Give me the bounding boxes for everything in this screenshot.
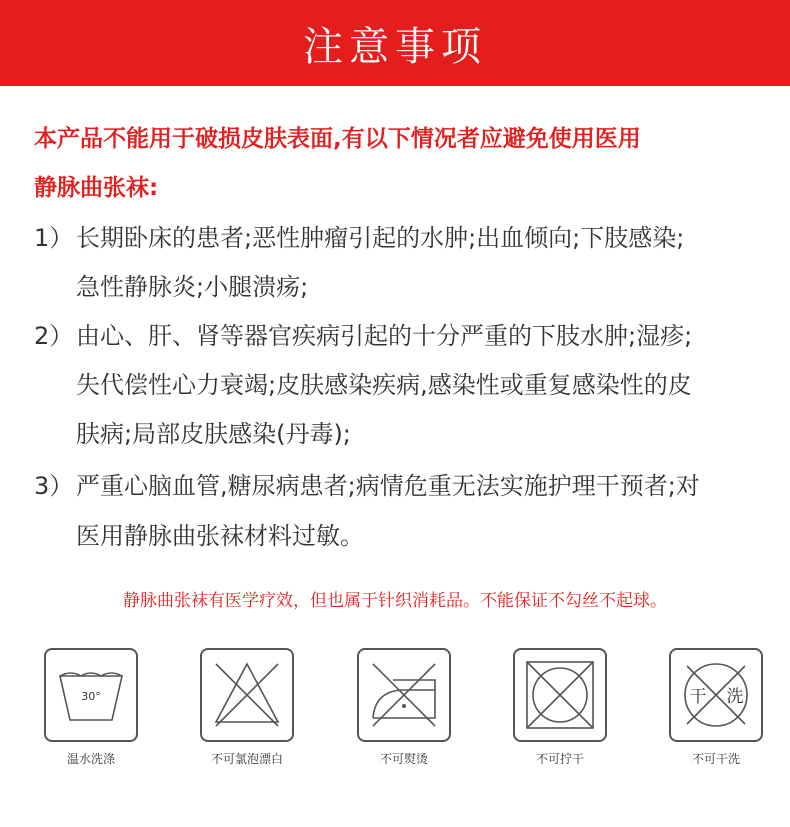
care-icon-label: 温水洗涤 (66, 752, 115, 766)
list-item-2-cont-1: 失代偿性心力衰竭;皮肤感染疾病,感染性或重复感染性的皮 (76, 371, 692, 399)
care-icon-item (357, 648, 451, 766)
list-item-3-cont: 医用静脉曲张袜材料过敏。 (76, 522, 364, 550)
no-bleach-icon (200, 648, 294, 742)
list-item-1-cont: 急性静脉炎;小腿溃疡; (76, 273, 309, 301)
list-number: 1） (34, 224, 74, 252)
list-text: 由心、肝、肾等器官疾病引起的十分严重的下肢水肿;湿疹; (76, 322, 693, 350)
dry-clean-char-left: 干 (689, 687, 707, 707)
warning-line-2: 静脉曲张袜: (34, 175, 159, 201)
list-item-2-cont-2: 肤病;局部皮肤感染(丹毒); (76, 420, 351, 448)
no-tumble-dry-icon (513, 648, 607, 742)
page-title: 注意事项 (303, 23, 487, 70)
list-text: 严重心脑血管,糖尿病患者;病情危重无法实施护理干预者;对 (76, 472, 700, 500)
warning-line-1: 本产品不能用于破损皮肤表面,有以下情况者应避免使用医用 (34, 126, 641, 152)
care-icon-item (44, 648, 138, 766)
list-number: 2） (34, 322, 74, 350)
list-item-2 (34, 320, 774, 352)
care-icon-item (513, 648, 607, 766)
care-icon-label: 不可熨烫 (379, 752, 428, 766)
care-icon-item (200, 648, 294, 766)
list-text: 长期卧床的患者;恶性肿瘤引起的水肿;出血倾向;下肢感染; (76, 224, 685, 252)
list-number: 3） (34, 472, 74, 500)
no-dry-clean-icon (669, 648, 763, 742)
care-icon-item (669, 648, 763, 766)
list-item-3 (34, 470, 774, 502)
wash-30-icon (44, 648, 138, 742)
care-icon-label: 不可干洗 (691, 752, 740, 766)
list-item-1 (34, 222, 774, 254)
no-iron-icon (357, 648, 451, 742)
title-banner (0, 0, 790, 86)
care-note: 静脉曲张袜有医学疗效，但也属于针织消耗品。不能保证不勾丝不起球。 (123, 591, 667, 611)
care-icon-label: 不可拧干 (535, 752, 584, 766)
wash-temp: 30° (81, 690, 101, 703)
care-icon-label: 不可氯泡漂白 (210, 752, 283, 766)
dry-clean-char-right: 洗 (726, 687, 744, 707)
